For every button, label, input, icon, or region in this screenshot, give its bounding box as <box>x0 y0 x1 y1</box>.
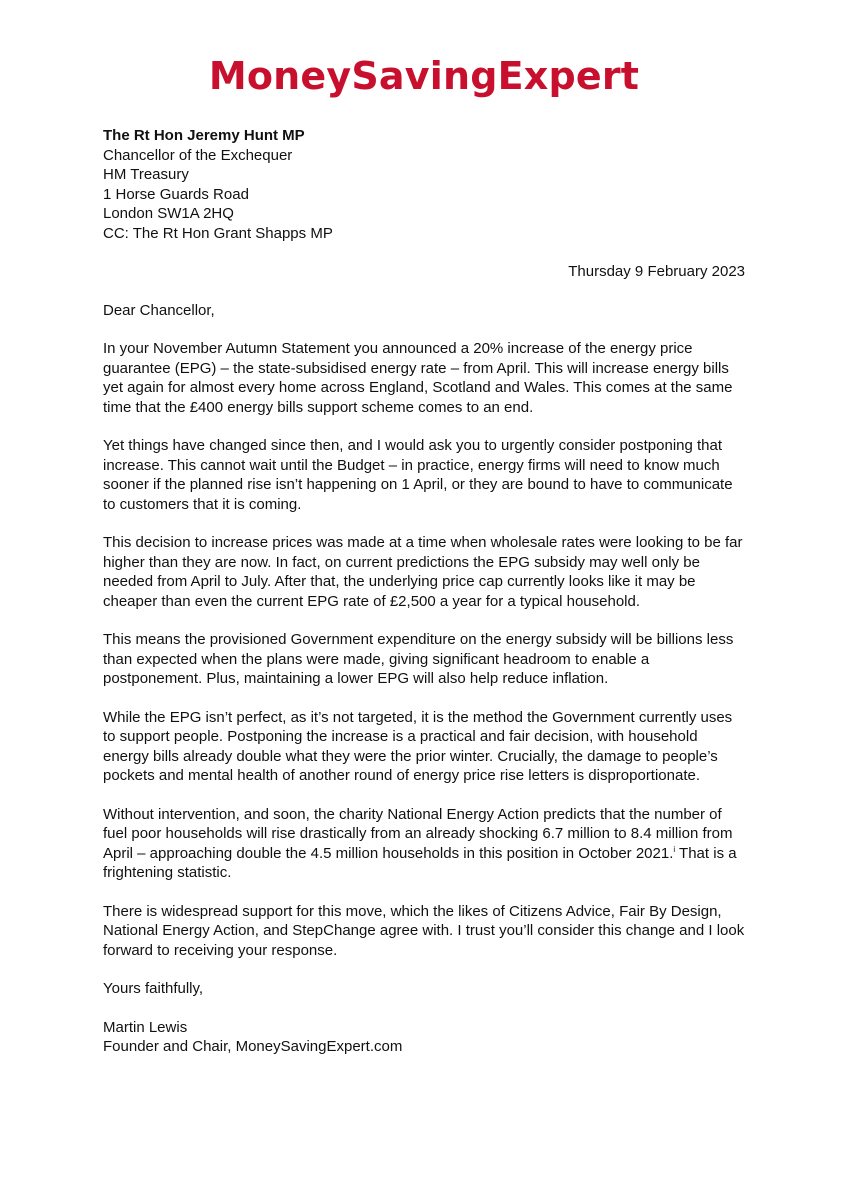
letter-content <box>103 126 745 1057</box>
body-paragraph-1: In your November Autumn Statement you announced a 20% increase of the energy price guarantee (EPG) – the state-subsidised energy rate – from April. This will increase energy bills yet again for almost every home across England, Scotland and Wales. This comes at the same time that the £400 energy bills support scheme comes to an end. <box>103 340 733 416</box>
body-paragraph-4: This means the provisioned Government expenditure on the energy subsidy will be billions less than expected when the plans were made, giving significant headroom to enable a postponement. Plus, maintaining a lower EPG will also help reduce inflation. <box>103 631 734 687</box>
salutation: Dear Chancellor, <box>103 301 215 319</box>
signatory-name: Martin Lewis <box>103 1018 188 1036</box>
recipient-name: The Rt Hon Jeremy Hunt MP <box>103 127 305 144</box>
body-paragraph-3: This decision to increase prices was made at a time when wholesale rates were looking to be far higher than they are now. In fact, on current predictions the EPG subsidy may well only be needed from April to July. After that, the underlying price cap currently looks like it may be cheaper than even the current EPG rate of £2,500 a year for a typical household. <box>103 534 743 610</box>
moneysavingexpert-logo: MoneySavingExpert <box>208 54 640 98</box>
recipient-city-postcode: London SW1A 2HQ <box>103 205 234 222</box>
body-paragraph-6 <box>103 805 745 883</box>
recipient-cc: CC: The Rt Hon Grant Shapps MP <box>103 224 333 242</box>
body-paragraph-2: Yet things have changed since then, and I would ask you to urgently consider postponing that increase. This cannot wait until the Budget – in practice, energy firms will need to know much sooner if the planned rise isn’t happening on 1 April, or they are bound to have to communicate to customers that it is coming. <box>103 437 733 513</box>
body-paragraph-5: While the EPG isn’t perfect, as it’s not targeted, it is the method the Government currently uses to support people. Postponing the increase is a practical and fair decision, with household energy bills already double what they were the prior winter. Crucially, the damage to people’s pockets and mental health of another round of energy price rise letters is disproportionate. <box>103 708 733 784</box>
body-paragraph-6-end: That is a frightening statistic. <box>103 844 737 881</box>
recipient-position: Chancellor of the Exchequer <box>103 146 293 164</box>
footnote-marker: i <box>673 844 676 854</box>
signature-block <box>103 1018 745 1057</box>
recipient-street: 1 Horse Guards Road <box>103 185 249 203</box>
recipient-address <box>103 126 745 243</box>
signatory-title: Founder and Chair, MoneySavingExpert.com <box>103 1038 403 1055</box>
recipient-department: HM Treasury <box>103 166 189 183</box>
body-paragraph-7: There is widespread support for this move, which the likes of Citizens Advice, Fair By Design, National Energy Action, and StepChange agree with. I trust you’ll consider this change and I look forward to receiving your response. <box>103 902 745 959</box>
body-paragraph-6-main: Without intervention, and soon, the charity National Energy Action predicts that the number of fuel poor households will rise drastically from an already shocking 6.7 million to 8.4 million from April – approaching double the 4.5 million households in this position in October 2021. <box>103 805 733 862</box>
closing-line: Yours faithfully, <box>103 980 204 997</box>
letter-date: Thursday 9 February 2023 <box>568 263 745 280</box>
